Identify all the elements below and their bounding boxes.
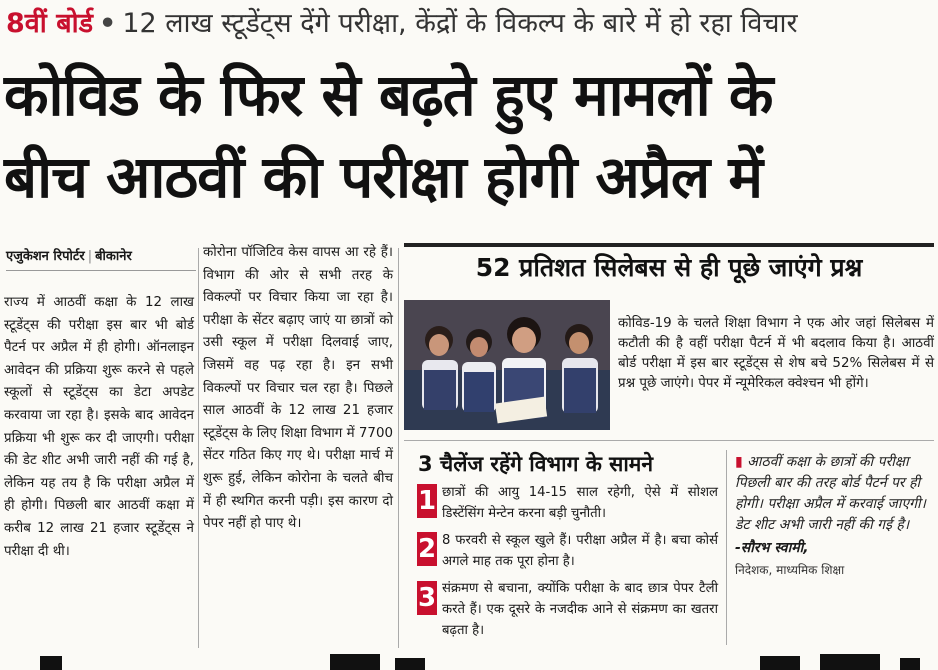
students-exam-photo: [404, 300, 610, 430]
column-divider: [398, 248, 399, 648]
article-column-1: राज्य में आठवीं कक्षा के 12 लाख स्टूडेंट्स की परीक्षा इस बार भी बोर्ड पैटर्न पर अप्रैल में ही होगी। ऑनलाइन आवेदन की प्रक्रिया शुरू करने से पहले स्कूलों से स्टूडेंट्स का डेटा अपडेट करवाया जा रहा है। इसके बाद आवेदन प्रक्रिया भी शुरू कर दी जाएगी। परीक्षा की डेट शीट अभी जारी नहीं की गई है, लेकिन यह तय है कि परीक्षा अप्रैल में ही होगी। पिछली बार आठवीं कक्षा में करीब 12 लाख 21 हजार स्टूडेंट्स ने परीक्षा दी थी।: [4, 295, 194, 559]
challenge-text-3: संक्रमण से बचाना, क्योंकि परीक्षा के बाद छात्र पेपर टैली करते हैं। एक दूसरे के नजदीक आने से संक्रमण का खतरा बढ़ता है।: [442, 581, 718, 638]
byline: [6, 244, 196, 271]
cutoff-headline-glyphs: [0, 652, 938, 670]
byline-city: बीकानेर: [95, 249, 132, 264]
next-article-strip: [0, 652, 938, 670]
challenge-text-1: छात्रों की आयु 14-15 साल रहेगी, ऐसे में सोशल डिस्टेंसिंग मेन्टेन करना बड़ी चुनौती।: [442, 485, 718, 521]
quote: [735, 452, 935, 536]
kicker-bullet: •: [99, 8, 117, 39]
quote-mark-icon: ▮: [735, 454, 743, 470]
kicker-label: 8वीं बोर्ड: [6, 8, 94, 39]
challenge-number-3: 3: [417, 583, 437, 613]
kicker-text: 12 लाख स्टूडेंट्स देंगे परीक्षा, केंद्रों के विकल्प के बारे में हो रहा विचार: [122, 8, 798, 39]
byline-separator: |: [87, 249, 93, 264]
section-divider: [404, 440, 934, 441]
column-divider: [198, 248, 199, 648]
challenge-number-2: 2: [417, 534, 437, 564]
quote-author-role: निदेशक, माध्यमिक शिक्षा: [735, 563, 845, 577]
challenge-number-1: 1: [417, 486, 437, 516]
photo-illustration: [404, 300, 610, 430]
challenges-title: 3 चैलेंज रहेंगे विभाग के सामने: [418, 452, 654, 476]
byline-reporter: एजुकेशन रिपोर्टर: [6, 249, 85, 264]
kicker-line: [6, 4, 934, 44]
quote-box: [735, 452, 935, 578]
subhead: 52 प्रतिशत सिलेबस से ही पूछे जाएंगे प्रश्न: [475, 253, 863, 282]
column-divider: [726, 450, 727, 645]
headline-line-2: बीच आठवीं की परीक्षा होगी अप्रैल में: [4, 143, 763, 211]
challenge-text-2: 8 फरवरी से स्कूल खुले हैं। परीक्षा अप्रैल में है। बचा कोर्स अगले माह तक पूरा होना है।: [442, 533, 718, 569]
article-column-3: कोविड-19 के चलते शिक्षा विभाग ने एक ओर जहां सिलेबस में कटौती की है वहीं परीक्षा पैटर्न में भी बदलाव किया है। आठवीं बोर्ड परीक्षा में इस बार स्टूडेंट्स से शेष बचे 52% सिलेबस में से प्रश्न पूछे जाएंगे। पेपर में न्यूमेरिकल क्वेश्चन भी होंगे।: [618, 316, 934, 391]
headline-line-1: कोविड के फिर से बढ़ते हुए मामलों के: [4, 61, 773, 129]
article-column-2: कोरोना पॉजिटिव केस वापस आ रहे हैं। विभाग की ओर से सभी तरह के विकल्पों पर विचार किया जा रहा है। परीक्षा के सेंटर बढ़ाए जाएं या छात्रों को उसी स्कूल में परीक्षा दिलवाई जाए, जिसमें वह पढ़ रहा है। इन सभी विकल्पों पर विचार चल रहा है। पिछले साल आठवीं के 12 लाख 21 हजार स्टूडेंट्स के लिए शिक्षा विभाग में 7700 सेंटर गठित किए गए थे। परीक्षा मार्च में शुरू हुई, लेकिन कोरोना के चलते बीच में ही स्थगित करनी पड़ी। इस कारण दो पेपर नहीं हो पाए थे।: [203, 245, 393, 532]
quote-text: आठवीं कक्षा के छात्रों की परीक्षा पिछली बार की तरह बोर्ड पैटर्न पर ही होगी। परीक्षा अप्रैल में करवाई जाएगी। डेट शीट अभी जारी नहीं की गई है।: [735, 454, 926, 533]
quote-author: -सौरभ स्वामी,: [735, 540, 809, 556]
